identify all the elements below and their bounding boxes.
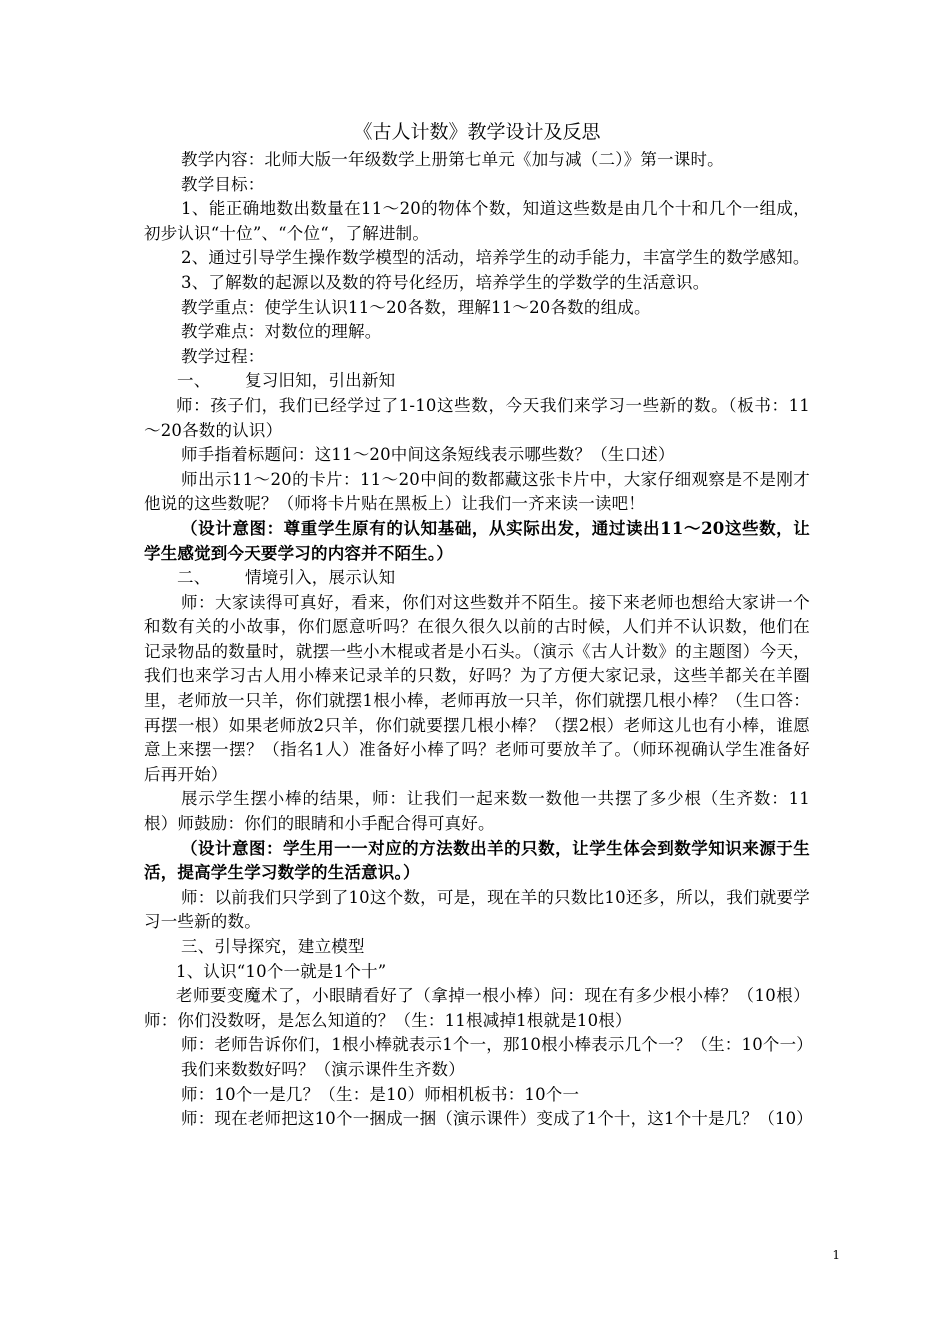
document-body — [144, 120, 813, 1132]
paragraph: 教学重点：使学生认识11～20各数，理解11～20各数的组成。 — [181, 297, 651, 317]
section-heading — [144, 566, 810, 591]
paragraph: 教学难点：对数位的理解。 — [181, 322, 382, 342]
paragraph: 展示学生摆小棒的结果，师：让我们一起来数一数他一共摆了多少根（生齐数：11根）师鼓励：你们的眼睛和小手配合得可真好。 — [144, 789, 810, 834]
page-number: 1 — [832, 1248, 840, 1262]
paragraph: 师：10个一是几？（生：是10）师相机板书：10个一 — [181, 1084, 580, 1104]
paragraph-list — [144, 148, 813, 1132]
section-heading — [144, 369, 810, 394]
paragraph: 三、引导探究，建立模型 — [181, 937, 365, 956]
paragraph: 老师要变魔术了，小眼睛看好了（拿掉一根小棒）问：现在有多少根小棒？（10根）师：你们没数呀，是怎么知道的？（生：11根减掉1根就是10根） — [144, 986, 810, 1030]
paragraph: 1、能正确地数出数量在11～20的物体个数，知道这些数是由几个十和几个一组成，初步认识“十位”、“个位“，了解进制。 — [144, 199, 810, 243]
document-title: 《古人计数》教学设计及反思 — [353, 121, 601, 143]
section-title: 情境引入，展示认知 — [245, 568, 396, 588]
paragraph: 师手指着标题问：这11～20中间这条短线表示哪些数？（生口述） — [181, 445, 675, 465]
paragraph: 教学目标： — [181, 174, 265, 194]
section-title: 复习旧知，引出新知 — [245, 371, 396, 391]
paragraph: 我们来数数好吗？（演示课件生齐数） — [181, 1059, 465, 1079]
paragraph: 1、认识“10个一就是1个十” — [176, 961, 387, 981]
paragraph: 师出示11～20的卡片：11～20中间的数都藏这张卡片中，大家仔细观察是不是刚才他说的这些数呢？（师将卡片贴在黑板上）让我们一齐来读一读吧！ — [144, 469, 810, 514]
paragraph: 师：大家读得可真好，看来，你们对这些数并不陌生。接下来老师也想给大家讲一个和数有关的小故事，你们愿意听吗？在很久很久以前的古时候，人们并不认识数，他们在记录物品的数量时，就摆一些小木棍或者是小石头。（演示《古人计数》的主题图）今天，我们也来学习古人用小棒来记录羊的只数，好吗？为了方便大家记录，这些羊都关在羊圈里，老师放一只羊，你们就摆1根小棒，老师再放一只羊，你们就摆几根小棒？（生口答：再摆一根）如果老师放2只羊，你们就要摆几根小棒？（摆2根）老师这儿也有小棒，谁愿意上来摆一摆？（指名1人）准备好小棒了吗？老师可要放羊了。（师环视确认学生准备好后再开始） — [144, 592, 810, 784]
section-number: 二、 — [177, 568, 211, 588]
paragraph: 教学内容：北师大版一年级数学上册第七单元《加与减（二）》第一课时。 — [181, 150, 724, 169]
paragraph: 师：现在老师把这10个一捆成一捆（演示课件）变成了1个十，这1个十是几？（10） — [181, 1109, 813, 1129]
paragraph: 师：以前我们只学到了10这个数，可是，现在羊的只数比10还多，所以，我们就要学习一些新的数。 — [144, 887, 810, 932]
design-intent-note: （设计意图：学生用一一对应的方法数出羊的只数，让学生体会到数学知识来源于生活，提高学生学习数学的生活意识。） — [144, 838, 810, 883]
paragraph: 2、通过引导学生操作数学模型的活动，培养学生的动手能力，丰富学生的数学感知。 — [181, 248, 810, 268]
design-intent-note: （设计意图：尊重学生原有的认知基础，从实际出发，通过读出11～20这些数，让学生感觉到今天要学习的内容并不陌生。） — [144, 518, 810, 563]
paragraph: 3、了解数的起源以及数的符号化经历，培养学生的学数学的生活意识。 — [181, 272, 710, 292]
paragraph: 教学过程： — [181, 346, 265, 366]
paragraph: 师：老师告诉你们，1根小棒就表示1个一，那10根小棒表示几个一？（生：10个一） — [181, 1035, 813, 1055]
paragraph: 师：孩子们，我们已经学过了1-10这些数，今天我们来学习一些新的数。（板书：11～20各数的认识） — [144, 395, 810, 440]
section-number: 一、 — [177, 371, 211, 391]
